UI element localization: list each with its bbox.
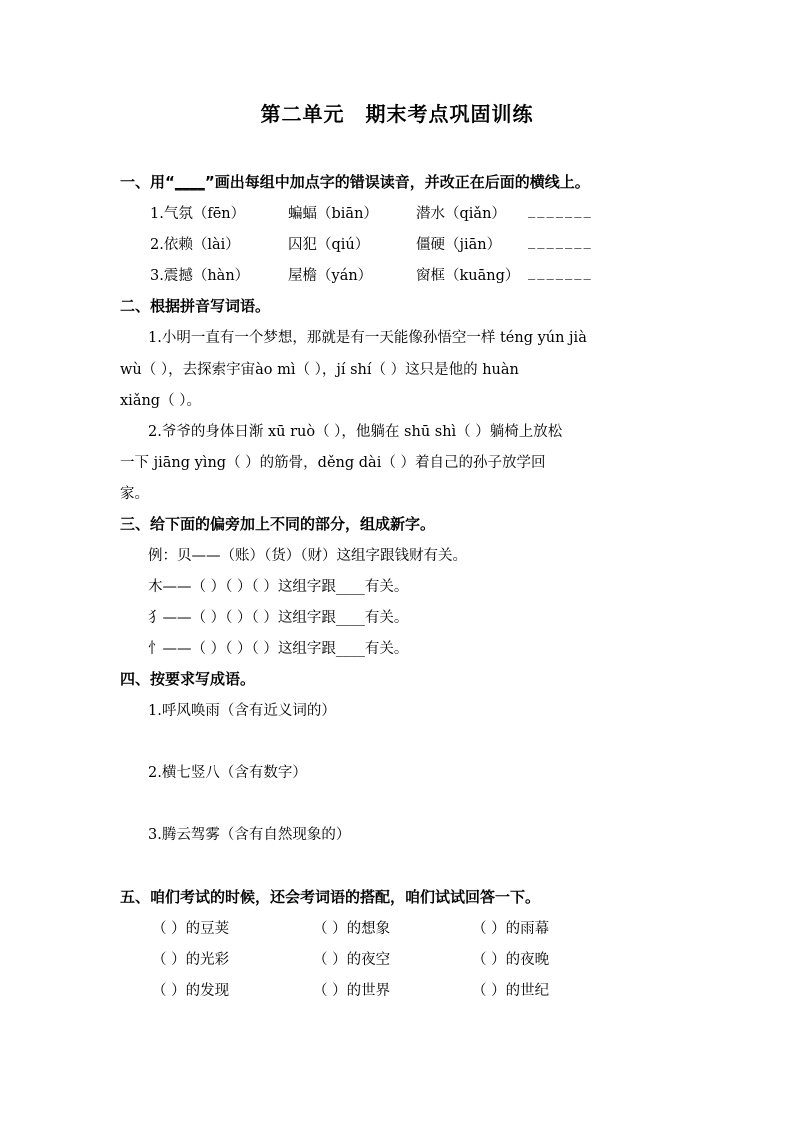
radical-row: 忄——（ ）（ ）（ ）这组字跟____有关。 (148, 641, 409, 657)
idiom-item: 3.腾云驾雾（含有自然现象的） (148, 827, 351, 843)
passage-line: 1.小明一直有一个梦想，那就是有一天能像孙悟空一样 téng yún jià (148, 330, 587, 346)
radical-row: 木——（ ）（ ）（ ）这组字跟____有关。 (148, 579, 409, 595)
word-item: 潜水（qiǎn） (416, 206, 506, 222)
word-item: 囚犯（qiú） (288, 237, 370, 253)
collocation-item: （ ）的豆荚 (152, 921, 230, 937)
passage-line: xiǎng（ ）。 (120, 393, 201, 409)
section-5-heading: 五、咱们考试的时候，还会考词语的搭配，咱们试试回答一下。 (120, 888, 541, 906)
idiom-item: 2.横七竖八（含有数字） (148, 765, 307, 781)
collocation-item: （ ）的夜晚 (472, 952, 550, 968)
collocation-item: （ ）的夜空 (313, 952, 391, 968)
idiom-item: 1.呼风唤雨（含有近义词的） (148, 703, 336, 719)
section-1-heading-pre: 一、用“ (120, 173, 175, 191)
word-item: 2.依赖（lài） (150, 237, 240, 253)
word-item: 3.震撼（hàn） (150, 268, 250, 284)
answer-blank[interactable]: _______ (528, 202, 593, 218)
collocation-item: （ ）的光彩 (152, 952, 230, 968)
underline-mark: ____ (174, 173, 205, 191)
word-item: 僵硬（jiān） (416, 237, 502, 253)
passage-line: wù（ ），去探索宇宙ào mì（ ），jí shí（ ）这只是他的 huàn (120, 362, 519, 378)
section-3-heading: 三、给下面的偏旁加上不同的部分，组成新字。 (120, 515, 436, 533)
page-title: 第二单元 期末考点巩固训练 (260, 102, 534, 126)
section-1-heading (120, 171, 590, 192)
word-item: 屋檐（yán） (288, 268, 373, 284)
collocation-item: （ ）的世界 (313, 983, 391, 999)
example-line: 例：贝——（账）（货）（财）这组字跟钱财有关。 (148, 548, 467, 564)
word-item: 1.气氛（fēn） (150, 206, 246, 222)
section-4-heading: 四、按要求写成语。 (120, 670, 256, 688)
word-item: 蝙蝠（biān） (288, 206, 378, 222)
section-1-heading-post: ”画出每组中加点字的错误读音，并改正在后面的横线上。 (204, 173, 590, 191)
word-item: 窗框（kuāng） (416, 268, 520, 284)
collocation-item: （ ）的发现 (152, 983, 230, 999)
passage-line: 家。 (120, 486, 149, 502)
answer-blank[interactable]: _______ (528, 233, 593, 249)
collocation-item: （ ）的世纪 (472, 983, 550, 999)
section-2-heading: 二、根据拼音写词语。 (120, 297, 271, 315)
passage-line: 2.爷爷的身体日渐 xū ruò（ ），他躺在 shū shì（ ）躺椅上放松 (148, 424, 563, 440)
radical-row: 犭——（ ）（ ）（ ）这组字跟____有关。 (148, 610, 409, 626)
collocation-item: （ ）的想象 (313, 921, 391, 937)
passage-line: 一下 jiāng yìng（ ）的筋骨，děng dài（ ）着自己的孙子放学回 (120, 455, 546, 471)
answer-blank[interactable]: _______ (528, 264, 593, 280)
collocation-item: （ ）的雨幕 (472, 921, 550, 937)
